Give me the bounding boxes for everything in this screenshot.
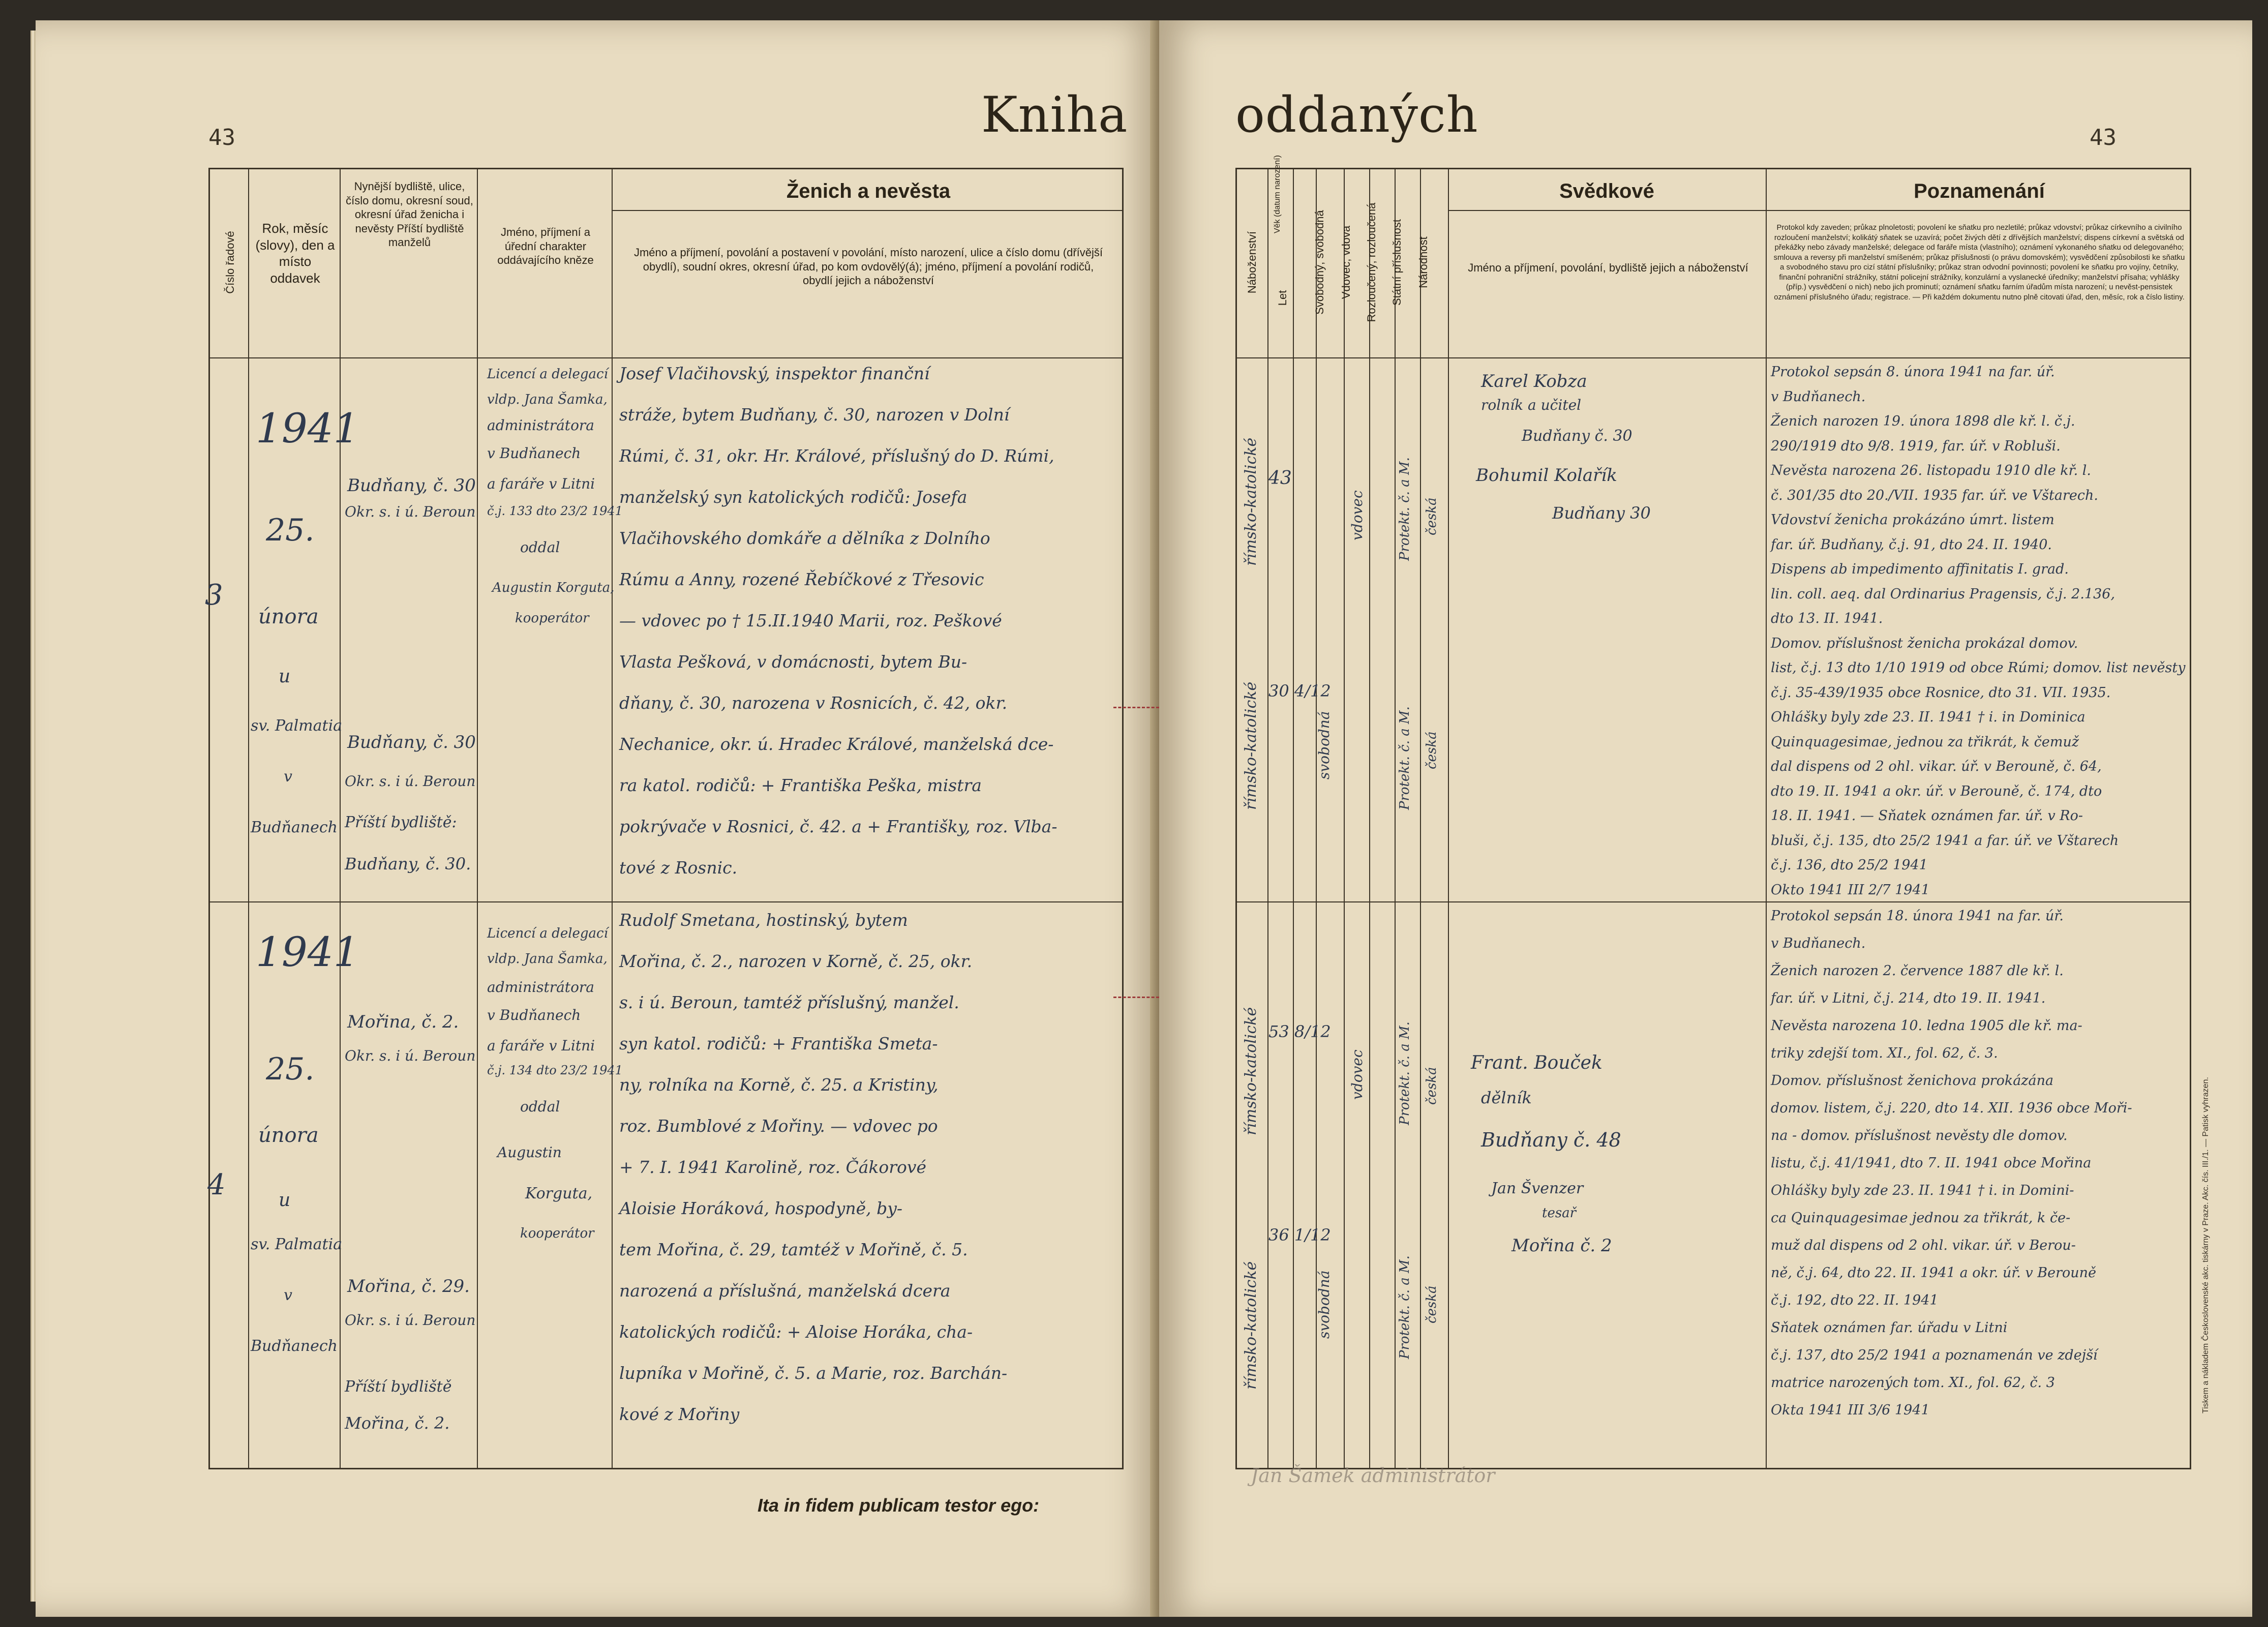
entry-1-couple-line: Rúmi, č. 31, okr. Hr. Králové, příslušný do D. Rúmi, (619, 446, 1054, 466)
entry-2-priest-7: oddal (520, 1098, 560, 1115)
entry-2-notes-line: č.j. 192, dto 22. II. 1941 (1771, 1292, 1939, 1308)
entry-2-priest-8: Augustin (497, 1144, 562, 1161)
header-nabozenstvi: Náboženství (1246, 231, 1258, 294)
right-page-number: 43 (2090, 125, 2116, 150)
entry-1-res-bride-2: Okr. s. i ú. Beroun (345, 773, 476, 790)
entry-2-day: 25. (266, 1051, 315, 1087)
entry-2-priest-9: Korguta, (525, 1185, 593, 1202)
entry-1-notes-line: Vdovství ženicha prokázáno úmrt. listem (1771, 512, 2054, 528)
right-register-table (1235, 155, 2191, 1469)
entry-1-notes-line: dto 19. II. 1941 a okr. úř. v Berouně, č. 174, dto (1771, 783, 2102, 799)
entry-1-priest-8: Augustin Korguta, (492, 580, 615, 595)
header-svobodny: Svobodný, svobodná (1313, 210, 1326, 315)
entry-1-couple-line: Nechanice, okr. ú. Hradec Králové, manželská dce- (619, 734, 1054, 754)
entry-2-couple-line: + 7. I. 1941 Karolině, roz. Čákorové (619, 1157, 927, 1177)
entry-2-natl-groom: česká (1424, 1067, 1439, 1105)
entry-2-priest-5: a faráře v Litni (487, 1037, 595, 1054)
entry-1-couple-line: pokrývače v Rosnici, č. 42. a + Františky, roz. Vlba- (619, 817, 1057, 836)
entry-1-couple-line: Rúmu a Anny, rozené Řebíčkové z Třesovic (619, 569, 984, 589)
entry-1-res-bride-1: Budňany, č. 30 (347, 732, 476, 752)
header-statni: Státní příslušnost (1390, 219, 1403, 306)
entry-2-priest-4: v Budňanech (487, 1007, 581, 1023)
header-knez: Jméno, příjmení a úřední charakter oddávajícího kněze (497, 226, 594, 266)
entry-2-witness-6: Mořina č. 2 (1511, 1236, 1612, 1256)
header-rok: Rok, měsíc (slovy), den a místo oddavek (255, 221, 335, 286)
entry-2-priest-1: Licencí a delegací (487, 926, 608, 941)
entry-2-nat-groom: Protekt. č. a M. (1397, 1021, 1412, 1125)
entry-2-notes-line: v Budňanech. (1771, 936, 1866, 951)
entry-2-res-future-2: Mořina, č. 2. (345, 1413, 450, 1433)
entry-1-notes-line: Dispens ab impedimento affinitatis I. grad. (1771, 561, 2069, 577)
entry-2-age-bride: 36 1/12 (1268, 1225, 1331, 1245)
entry-2-notes-line: Protokol sepsán 18. února 1941 na far. úř. (1771, 908, 2064, 924)
entry-1-priest-6: č.j. 133 dto 23/2 1941 (487, 504, 623, 518)
header-cislo: Číslo řadové (224, 231, 236, 294)
entry-1-notes-line: bluši, č.j. 135, dto 25/2 1941 a far. úř. ve Vštarech (1771, 832, 2119, 849)
entry-2-notes-line: far. úř. v Litni, č.j. 214, dto 19. II. 1941. (1771, 990, 2046, 1006)
entry-1-status-groom: vdovec (1349, 490, 1366, 540)
entry-2-priest-3: administrátora (487, 979, 594, 996)
entry-1-witness-2: rolník a učitel (1481, 397, 1582, 413)
header-let: Let (1276, 290, 1289, 306)
entry-1-couple-line: manželský syn katolických rodičů: Josefa (619, 487, 967, 507)
entry-1-nat-groom: Protekt. č. a M. (1397, 457, 1412, 561)
binding-stitch-2 (1113, 997, 1159, 1003)
entry-2-witness-3: Budňany č. 48 (1481, 1129, 1621, 1151)
entry-1-res-groom-1: Budňany, č. 30 (347, 475, 476, 496)
entry-2-res-groom-1: Mořina, č. 2. (347, 1012, 459, 1032)
entry-2-res-bride-2: Okr. s. i ú. Beroun (345, 1312, 476, 1329)
entry-2-res-future-1: Příští bydliště (345, 1378, 452, 1396)
entry-1-witness-4: Bohumil Kolařík (1476, 465, 1617, 486)
entry-1-priest-7: oddal (520, 539, 560, 556)
entry-2-nat-bride: Protekt. č. a M. (1397, 1255, 1412, 1359)
entry-2-witness-2: dělník (1481, 1088, 1532, 1107)
entry-1-priest-9: kooperátor (515, 611, 589, 626)
entry-1-notes-line: 290/1919 dto 9/8. 1919, far. úř. v Robluši. (1771, 438, 2061, 454)
entry-1-natl-groom: česká (1424, 497, 1439, 535)
entry-1-rel-groom: římsko-katolické (1242, 437, 1260, 566)
entry-2-notes-line: č.j. 137, dto 25/2 1941 a poznamenán ve zdejší (1771, 1347, 2098, 1363)
entry-2-status-groom: vdovec (1349, 1049, 1366, 1100)
entry-1-place-2: Budňanech (251, 819, 338, 836)
entry-1-witness-1: Karel Kobza (1481, 371, 1587, 391)
entry-2-number: 4 (207, 1168, 226, 1201)
entry-2-rel-bride: římsko-katolické (1242, 1261, 1260, 1390)
entry-2-month: února (258, 1124, 319, 1147)
entry-1-notes-line: dal dispens od 2 ohl. vikar. úř. v Berouně, č. 64, (1771, 759, 2102, 774)
entry-1-witness-3: Budňany č. 30 (1522, 427, 1632, 445)
entry-2-place-v: v (284, 1286, 292, 1304)
header-bydliste: Nynější bydliště, ulice, číslo domu, okresní soud, okresní úřad ženicha i nevěsty Příští bydliště manželů (346, 180, 473, 249)
entry-2-couple-line: roz. Bumblové z Mořiny. — vdovec po (619, 1116, 938, 1136)
entry-2-couple-line: kové z Mořiny (619, 1404, 740, 1424)
entry-2-witness-1: Frant. Bouček (1471, 1052, 1602, 1073)
entry-1-age-bride: 30 4/12 (1268, 681, 1331, 701)
entry-1-notes-line: dto 13. II. 1941. (1771, 611, 1883, 626)
entry-1-couple-line: dňany, č. 30, narozena v Rosnicích, č. 42, okr. (619, 693, 1008, 713)
entry-2-notes-line: ně, č.j. 64, dto 22. II. 1941 a okr. úř. v Berouně (1771, 1265, 2097, 1281)
entry-2-age-groom: 53 8/12 (1268, 1022, 1331, 1041)
entry-2-notes-line: muž dal dispens od 2 ohl. vikar. úř. v Berou- (1771, 1238, 2076, 1253)
entry-1-natl-bride: česká (1424, 731, 1439, 769)
entry-2-couple-line: tem Mořina, č. 29, tamtéž v Mořině, č. 5. (619, 1240, 968, 1259)
left-register-table (205, 168, 1124, 1469)
entry-2-priest-6: č.j. 134 dto 23/2 1941 (487, 1063, 623, 1077)
entry-2-res-groom-2: Okr. s. i ú. Beroun (345, 1047, 476, 1064)
entry-1-res-future-1: Příští bydliště: (345, 814, 457, 831)
entry-1-notes-line: Protokol sepsán 8. února 1941 na far. úř. (1771, 364, 2055, 380)
entry-2-notes-line: na - domov. příslušnost nevěsty dle domov. (1771, 1128, 2068, 1143)
entry-2-year: 1941 (256, 928, 359, 976)
left-page (36, 20, 1159, 1617)
header-zenich-nevesta-sub: Jméno a příjmení, povolání a postavení v povolání, místo narození, ulice a číslo domu (dřívější obydlí), soudní okres, okresní úřad, po kom ovdovělý(á); jméno, příjmení a povolání rodičů, obydlí jejich a náboženství (633, 246, 1103, 287)
entry-1-witness-5: Budňany 30 (1552, 503, 1651, 523)
entry-1-couple-line: tové z Rosnic. (619, 858, 738, 878)
header-poznamenani: Poznamenání (1914, 180, 2045, 202)
entry-2-priest-10: kooperátor (520, 1226, 594, 1241)
entry-1-notes-line: č.j. 136, dto 25/2 1941 (1771, 857, 1928, 873)
entry-2-notes-line: triky zdejší tom. XI., fol. 62, č. 3. (1771, 1045, 1998, 1061)
entry-2-res-bride-1: Mořina, č. 29. (347, 1276, 470, 1297)
binding-stitch-1 (1113, 707, 1159, 713)
title-right: oddaných (1235, 86, 1478, 143)
entry-1-res-groom-2: Okr. s. i ú. Beroun (345, 503, 476, 520)
entry-1-notes-line: č. 301/35 dto 20./VII. 1935 far. úř. ve Vštarech. (1771, 487, 2098, 503)
entry-1-day: 25. (266, 513, 315, 548)
entry-1-notes-line: v Budňanech. (1771, 388, 1866, 405)
entry-2-rel-groom: římsko-katolické (1242, 1007, 1260, 1135)
entry-1-notes-line: č.j. 35-439/1935 obce Rosnice, dto 31. VII. 1935. (1771, 684, 2111, 701)
entry-2-place-u: u (279, 1190, 291, 1211)
entry-1-age-groom: 43 (1268, 468, 1292, 489)
entry-2-notes-line: Ohlášky byly zde 23. II. 1941 † i. in Domini- (1771, 1183, 2074, 1198)
entry-2-couple-line: Mořina, č. 2., narozen v Korně, č. 25, okr. (619, 951, 973, 971)
header-narodnost: Národnost (1417, 236, 1430, 288)
entry-1-status-bride: svobodná (1316, 711, 1333, 779)
entry-2-couple-line: katolických rodičů: + Aloise Horáka, cha- (619, 1322, 973, 1342)
entry-2-notes-line: Nevěsta narozena 10. ledna 1905 dle kř. ma- (1771, 1018, 2082, 1034)
entry-1-notes-line: Domov. příslušnost ženicha prokázal domov. (1771, 635, 2078, 651)
entry-1-notes-line: far. úř. Budňany, č.j. 91, dto 24. II. 1940. (1771, 536, 2052, 553)
header-vek: Věk (datum narození) (1273, 155, 1282, 233)
entry-1-couple-line: Vlasta Pešková, v domácnosti, bytem Bu- (619, 652, 967, 672)
entry-2-natl-bride: česká (1424, 1285, 1439, 1323)
right-page (1159, 20, 2252, 1617)
entry-1-notes-line: lin. coll. aeq. dal Ordinarius Pragensis, č.j. 2.136, (1771, 586, 2115, 602)
entry-1-rel-bride: římsko-katolické (1242, 681, 1260, 810)
entry-1-place-v: v (284, 768, 292, 786)
entry-2-witness-4: Jan Švenzer (1491, 1180, 1584, 1197)
entry-1-couple-line: — vdovec po † 15.II.1940 Marii, roz. Peškové (619, 611, 1002, 630)
header-zenich-nevesta: Ženich a nevěsta (786, 180, 951, 202)
entry-1-priest-1: Licencí a delegací (487, 367, 608, 382)
title-left: Kniha (981, 86, 1128, 143)
entry-2-notes-line: matrice narozených tom. XI., fol. 62, č. 3 (1771, 1375, 2055, 1391)
footer-attestation: Ita in fidem publicam testor ego: (758, 1495, 1040, 1516)
entry-2-notes-line: listu, č.j. 41/1941, dto 7. II. 1941 obce Mořina (1771, 1155, 2092, 1171)
header-poznamenani-sub: Protokol kdy zaveden; průkaz plnoletosti; povolení ke sňatku pro nezletilé; průkaz vdovství; průkaz církevního a civilního rozloučení manželství; kolikátý sňatek se uzavírá; počet živých dětí z dřívějších manželství; dispens církevní a světská od překážky nebo závady manželské; delegace od faráře místa (vlastního); oznámení vykonaného sňatku od delegovaného; smlouva a reversy při manželství smíšeném; průkaz příslušnosti (o právu domovském); vysvědčení způsobilosti ke sňatku a svobodného stavu pro cizí státní příslušníky; průkaz stran odvodní povinnosti; povolení ke sňatku pro vojíny, četníky, finanční pohraniční strážníky, státní policejní strážníky, konzulární a vyslanecké úředníky; manželství přísaha; vyhlášky (příp.) vysvědčení o nich) nebo jich prominutí; oznámení sňatku farním úřadům místa narození; u nevěst-pensistek oznámení příslušného úřadu; registrace. — Při každém dokumentu nutno plně citovati úřad, den, měsíc, rok a číslo listiny. (1773, 223, 2185, 302)
entry-2-couple-line: Rudolf Smetana, hostinský, bytem (619, 910, 908, 930)
entry-1-couple-line: stráže, bytem Budňany, č. 30, narozen v Dolní (619, 405, 1010, 425)
entry-1-notes-line: list, č.j. 13 dto 1/10 1919 od obce Rúmi; domov. list nevěsty (1771, 660, 2186, 676)
header-svedkove: Svědkové (1559, 180, 1654, 202)
entry-1-year: 1941 (256, 405, 359, 452)
entry-1-month: února (258, 605, 319, 628)
entry-2-couple-line: syn katol. rodičů: + Františka Smeta- (619, 1034, 938, 1053)
entry-2-notes-line: ca Quinquagesimae jednou za třikrát, k če- (1771, 1210, 2071, 1226)
entry-1-place-u: u (279, 666, 291, 687)
entry-2-notes-line: Ženich narozen 2. července 1887 dle kř. l. (1771, 963, 2064, 979)
entry-2-couple-line: ny, rolníka na Korně, č. 25. a Kristiny, (619, 1075, 939, 1095)
entry-2-couple-line: lupníka v Mořině, č. 5. a Marie, roz. Barchán- (619, 1363, 1008, 1383)
entry-1-notes-line: Quinquagesimae, jednou za třikrát, k čemuž (1771, 734, 2079, 750)
entry-1-priest-5: a faráře v Litni (487, 475, 595, 492)
entry-2-notes-line: Domov. příslušnost ženichova prokázána (1771, 1073, 2054, 1089)
entry-2-status-bride: svobodná (1316, 1270, 1333, 1339)
entry-1-couple-line: Vlačihovského domkáře a dělníka z Dolního (619, 528, 990, 548)
entry-1-notes-line: 18. II. 1941. — Sňatek oznámen far. úř. v Ro- (1771, 808, 2083, 824)
entry-1-notes-line: Ženich narozen 19. února 1898 dle kř. l. č.j. (1771, 413, 2075, 429)
entry-2-witness-5: tesař (1542, 1206, 1577, 1221)
entry-1-nat-bride: Protekt. č. a M. (1397, 706, 1412, 810)
entry-2-notes-line: Sňatek oznámen far. úřadu v Litni (1771, 1320, 2008, 1336)
header-rozloucen: Rozloučený, rozloučená (1365, 202, 1378, 322)
header-svedkove-sub: Jméno a příjmení, povolání, bydliště jejich a náboženství (1468, 261, 1748, 274)
entry-2-place-2: Budňanech (251, 1337, 338, 1355)
entry-2-notes-line: Okta 1941 III 3/6 1941 (1771, 1402, 1930, 1418)
entry-1-priest-3: administrátora (487, 417, 594, 434)
entry-1-couple-line: Josef Vlačihovský, inspektor finanční (619, 364, 930, 383)
entry-1-priest-4: v Budňanech (487, 445, 581, 462)
entry-1-notes-line: Nevěsta narozena 26. listopadu 1910 dle kř. l. (1771, 463, 2091, 478)
left-page-number: 43 (208, 125, 235, 150)
entry-1-number: 3 (205, 579, 223, 612)
entry-2-place-1: sv. Palmatia (251, 1236, 343, 1253)
printer-imprint: Tiskem a nákladem Československé akc. tiskárny v Praze. Akc. čís. III./1. — Patisk vyhrazen. (2201, 1077, 2210, 1413)
entry-1-couple-line: ra katol. rodičů: + Františka Peška, mistra (619, 775, 982, 795)
entry-2-couple-line: narozená a příslušná, manželská dcera (619, 1281, 951, 1301)
entry-2-notes-line: domov. listem, č.j. 220, dto 14. XII. 1936 obce Moři- (1771, 1100, 2132, 1116)
entry-2-priest-2: vldp. Jana Šamka, (487, 951, 608, 967)
header-vdovec: Vdovec, vdova (1340, 225, 1352, 299)
footer-faint-signature: Jan Šamek administrátor (1251, 1464, 1495, 1487)
entry-1-place-1: sv. Palmatia (251, 717, 343, 735)
entry-1-priest-2: vldp. Jana Šamka, (487, 392, 608, 407)
entry-1-notes-line: Okto 1941 III 2/7 1941 (1771, 882, 1930, 898)
entry-1-res-future-2: Budňany, č. 30. (345, 854, 471, 873)
entry-2-couple-line: s. i ú. Beroun, tamtéž příslušný, manžel. (619, 992, 959, 1012)
entry-1-notes-line: Ohlášky byly zde 23. II. 1941 † i. in Dominica (1771, 709, 2085, 725)
entry-2-couple-line: Aloisie Horáková, hospodyně, by- (619, 1198, 903, 1218)
